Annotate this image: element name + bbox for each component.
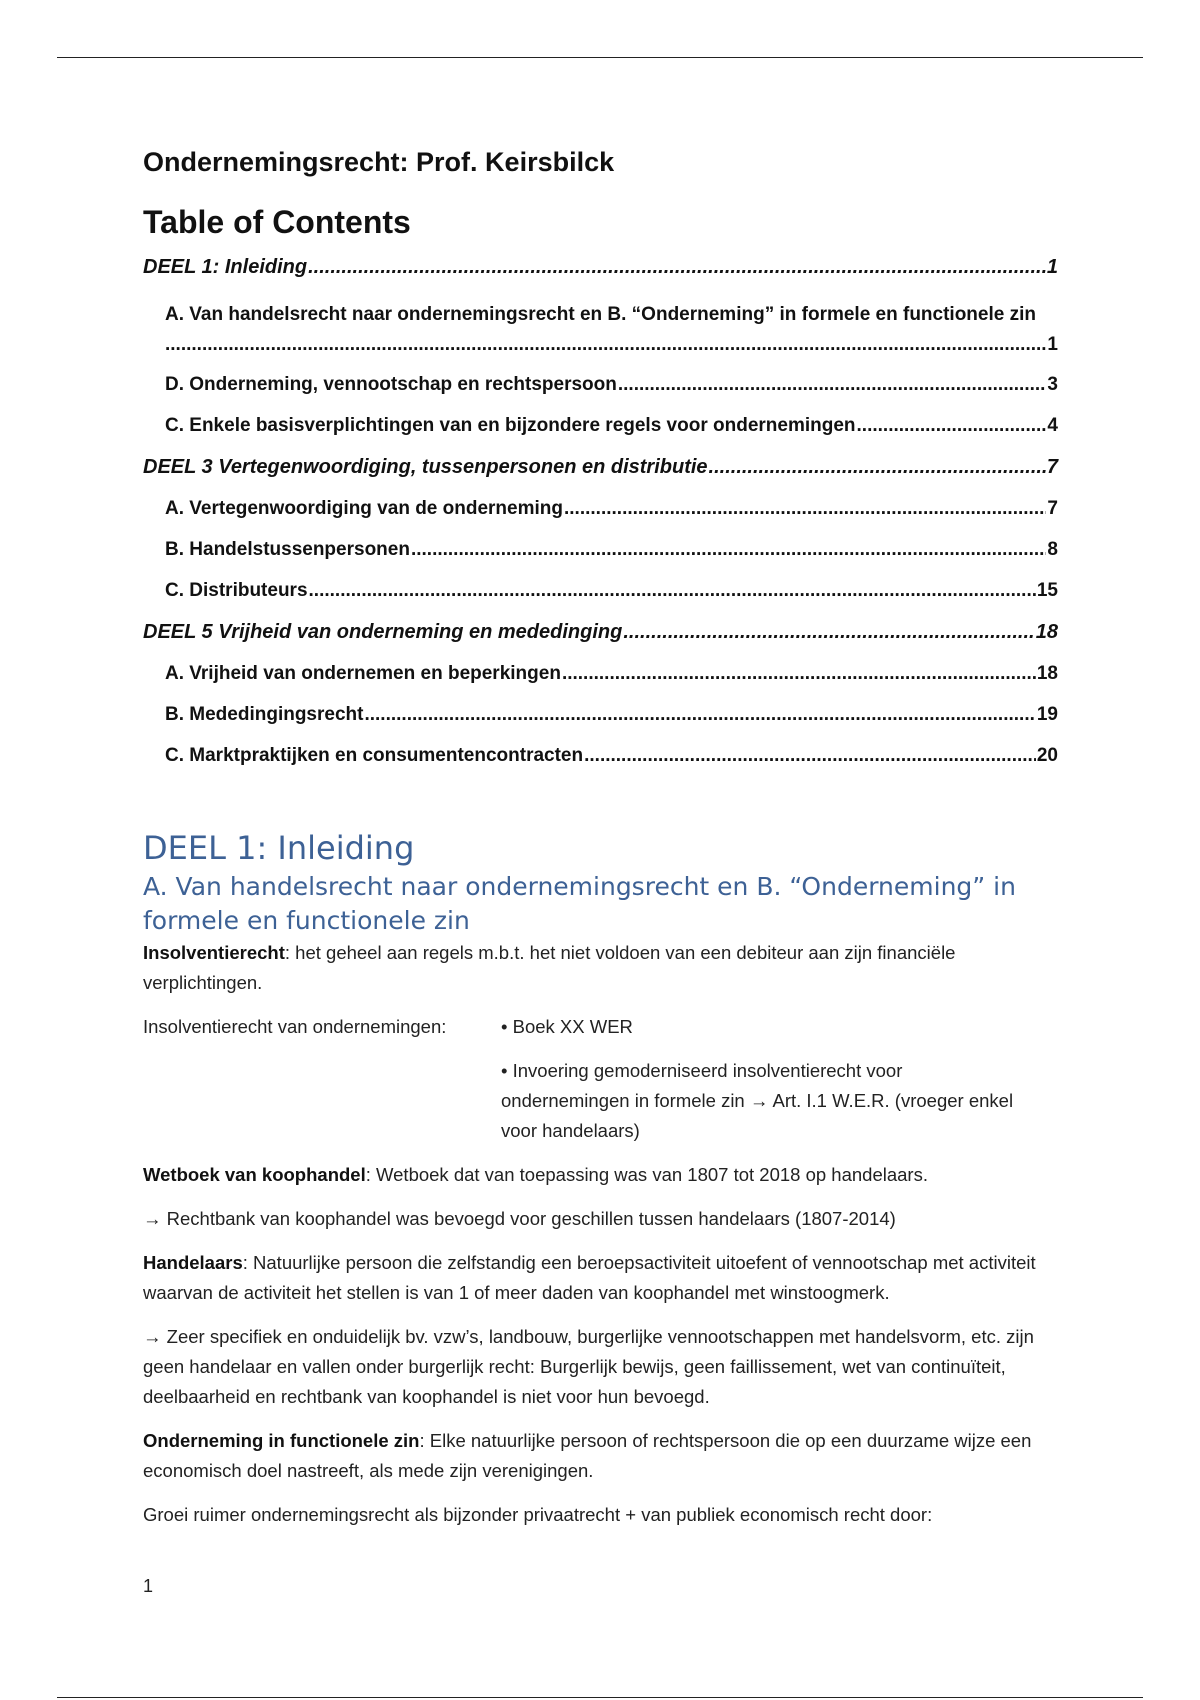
toc-entry-text: B. Mededingingsrecht	[165, 704, 364, 725]
toc-page-number: 1	[1046, 256, 1058, 278]
toc-leader	[165, 330, 1047, 360]
toc-leader	[308, 246, 1046, 288]
paragraph-insolventierecht	[143, 938, 1058, 998]
paragraph-specifiek: → Zeer specifiek en onduidelijk bv. vzw’s, landbouw, burgerlijke vennootschappen met handelsvorm, etc. zijn geen handelaar en vallen onder burgerlijk recht: Burgerlijk bewijs, geen faillissement, wet van continuïteit, deelbaarheid en rechtbank van koophandel is niet voor hun bevoegd.	[143, 1326, 1034, 1407]
toc-leader	[564, 488, 1046, 529]
toc-page-number: 7	[1047, 498, 1058, 519]
paragraph-handelaars	[143, 1248, 1058, 1308]
toc-entry-deel-5-b[interactable]	[143, 694, 1058, 735]
document-title: Ondernemingsrecht: Prof. Keirsbilck	[143, 147, 615, 177]
toc-entry-deel-5-c[interactable]	[143, 735, 1058, 776]
list-item: • Invoering gemoderniseerd insolventierecht voor ondernemingen in formele zin → Art. I.1 W.E.R. (vroeger enkel voor handelaars)	[501, 1060, 1014, 1141]
toc-entry-text: B. Handelstussenpersonen	[165, 539, 410, 560]
toc-heading: Table of Contents	[143, 204, 411, 240]
toc-entry-deel-1-a[interactable]	[143, 300, 1058, 360]
list-item: • Boek XX WER	[501, 1016, 633, 1037]
toc-leader	[618, 364, 1047, 405]
toc-entry-text: A. Vertegenwoordiging van de onderneming	[165, 498, 563, 519]
toc-leader	[709, 446, 1046, 488]
toc-entry-deel-3-b[interactable]	[143, 529, 1058, 570]
definition: : Wetboek dat van toepassing was van 1807 tot 2018 op handelaars.	[365, 1164, 928, 1185]
subsection-heading: A. Van handelsrecht naar ondernemingsrecht en B. “Onderneming” in formele en functionele zin	[143, 872, 1016, 935]
definition: : het geheel aan regels m.b.t. het niet voldoen van een debiteur aan zijn financiële verplichtingen.	[143, 942, 956, 993]
toc-entry-text: C. Distributeurs	[165, 580, 308, 601]
toc-entry-text: DEEL 3 Vertegenwoordiging, tussenpersonen en distributie	[143, 456, 708, 478]
insolventierecht-list	[143, 1012, 1058, 1160]
term: Wetboek van koophandel	[143, 1164, 366, 1185]
toc-leader	[584, 735, 1036, 776]
toc-page-number: 15	[1036, 580, 1058, 601]
toc-leader	[623, 611, 1034, 653]
toc-entry-text: DEEL 1: Inleiding	[143, 256, 308, 278]
toc-leader	[857, 405, 1047, 446]
toc-entry-deel-3-c[interactable]	[143, 570, 1058, 611]
toc-entry-deel-3[interactable]	[143, 446, 1058, 488]
toc-page-number: 1	[1047, 334, 1058, 355]
toc-entry-text: A. Vrijheid van ondernemen en beperkingen	[165, 663, 561, 684]
toc-leader	[309, 570, 1036, 611]
footer-rule	[57, 1697, 1143, 1698]
toc-entry-deel-3-a[interactable]	[143, 488, 1058, 529]
toc-page-number: 18	[1036, 663, 1058, 684]
toc-page-number: 19	[1036, 704, 1058, 725]
toc-page-number: 3	[1047, 374, 1058, 395]
term: Handelaars	[143, 1252, 243, 1273]
term: Insolventierecht	[143, 942, 285, 963]
paragraph-wetboek	[143, 1160, 1058, 1190]
page-number: 1	[143, 1576, 154, 1596]
toc-page-number: 18	[1035, 621, 1058, 643]
definition: : Elke natuurlijke persoon of rechtspersoon die op een duurzame wijze een economisch doel nastreeft, als mede zijn verenigingen.	[143, 1430, 1032, 1481]
header-rule	[57, 57, 1143, 58]
document-page	[143, 140, 1058, 1544]
toc-leader	[411, 529, 1046, 570]
paragraph-onderneming	[143, 1426, 1058, 1486]
toc-leader	[364, 694, 1035, 735]
toc-page-number: 4	[1047, 415, 1058, 436]
toc-entry-text: A. Van handelsrecht naar ondernemingsrecht en B. “Onderneming” in formele en functionele zin	[165, 304, 1036, 325]
toc-page-number: 7	[1046, 456, 1058, 478]
toc-entry-deel-1-c[interactable]	[143, 405, 1058, 446]
toc-page-number: 20	[1036, 745, 1058, 766]
toc-entry-text: C. Enkele basisverplichtingen van en bijzondere regels voor ondernemingen	[165, 415, 856, 436]
list-label: Insolventierecht van ondernemingen:	[143, 1016, 447, 1037]
toc-leader	[562, 653, 1036, 694]
term: Onderneming in functionele zin	[143, 1430, 420, 1451]
toc-entry-deel-1-d[interactable]	[143, 364, 1058, 405]
paragraph-groei: Groei ruimer ondernemingsrecht als bijzonder privaatrecht + van publiek economisch recht door:	[143, 1504, 933, 1525]
toc-entry-text: DEEL 5 Vrijheid van onderneming en mededinging	[143, 621, 623, 643]
section-heading: DEEL 1: Inleiding	[143, 829, 415, 867]
toc-entry-deel-5[interactable]	[143, 611, 1058, 653]
toc-page-number: 8	[1047, 539, 1058, 560]
toc-entry-text: C. Marktpraktijken en consumentencontracten	[165, 745, 584, 766]
definition: : Natuurlijke persoon die zelfstandig een beroepsactiviteit uitoefent of vennootschap met activiteit waarvan de activiteit het stellen is van 1 of meer daden van koophandel met winstoogmerk.	[143, 1252, 1036, 1303]
table-of-contents	[143, 246, 1058, 776]
toc-entry-deel-1[interactable]	[143, 246, 1058, 288]
toc-entry-deel-5-a[interactable]	[143, 653, 1058, 694]
paragraph-rechtbank: → Rechtbank van koophandel was bevoegd voor geschillen tussen handelaars (1807-2014)	[143, 1208, 896, 1229]
toc-entry-text: D. Onderneming, vennootschap en rechtspersoon	[165, 374, 617, 395]
